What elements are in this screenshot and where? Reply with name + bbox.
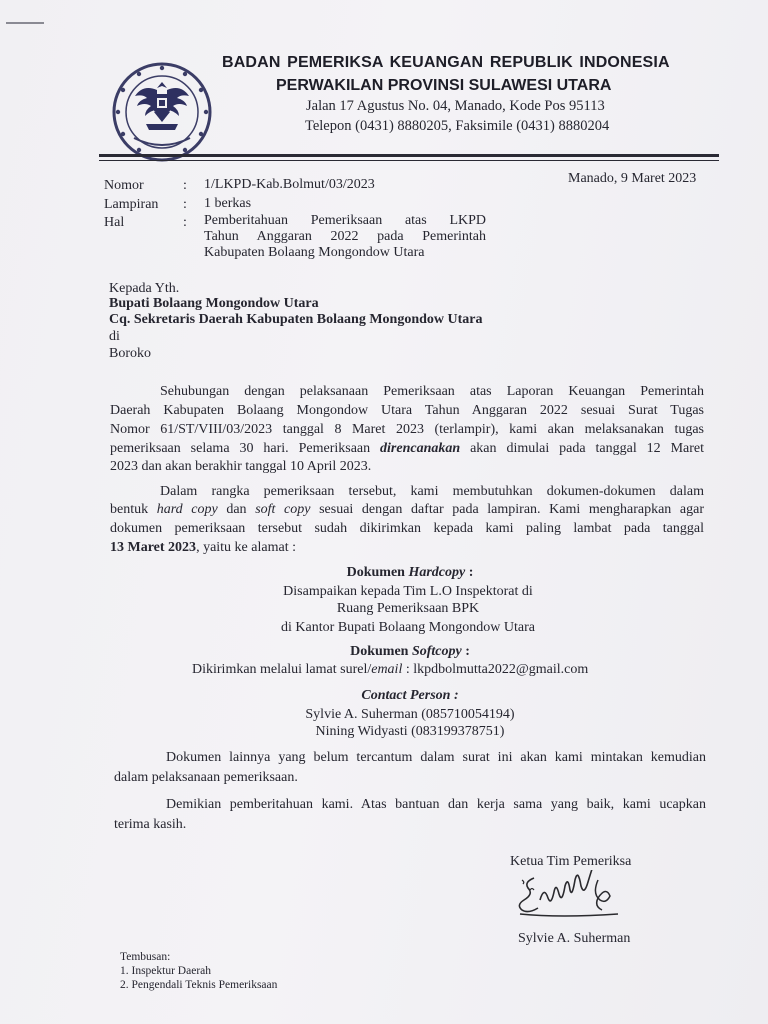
paragraph-line: Dalam rangka pemeriksaan tersebut, kami membutuhkan dokumen-dokumen dalam xyxy=(160,484,704,499)
contact-person-line: Sylvie A. Suherman (085710054194) xyxy=(305,707,515,722)
recipient-name: Bupati Bolaang Mongondow Utara xyxy=(109,296,319,311)
meta-sep: : xyxy=(183,178,187,193)
signer-name: Sylvie A. Suherman xyxy=(518,931,631,946)
recipient-place: Boroko xyxy=(109,346,151,361)
office-contact: Telepon (0431) 8880205, Faksimile (0431) 8880204 xyxy=(305,118,610,134)
paragraph-line: terima kasih. xyxy=(114,817,187,832)
letterhead-rule xyxy=(99,154,719,157)
office-address: Jalan 17 Agustus No. 04, Manado, Kode Pos 95113 xyxy=(306,98,605,114)
paragraph-line: Daerah Kabupaten Bolaang Mongondow Utara Tahun Anggaran 2022 sesuai Surat Tugas xyxy=(110,403,704,418)
paragraph-line: pemeriksaan selama 30 hari. Pemeriksaan direncanakan akan dimulai pada tanggal 12 Maret xyxy=(110,441,704,456)
hardcopy-line: Disampaikan kepada Tim L.O Inspektorat di xyxy=(283,584,533,599)
paragraph-line: Sehubungan dengan pelaksanaan Pemeriksaan atas Laporan Keuangan Pemerintah xyxy=(160,384,704,399)
paragraph-line: Dokumen lainnya yang belum tercantum dalam surat ini akan kami mintakan kemudian xyxy=(166,750,706,765)
meta-value-nomor: 1/LKPD-Kab.Bolmut/03/2023 xyxy=(204,177,375,192)
tembusan-item: 2. Pengendali Teknis Pemeriksaan xyxy=(120,979,278,991)
letterhead-rule-thin xyxy=(99,160,719,161)
signature-icon xyxy=(508,870,630,932)
meta-value-lampiran: 1 berkas xyxy=(204,196,252,211)
hardcopy-line: di Kantor Bupati Bolaang Mongondow Utara xyxy=(281,620,535,635)
recipient-di: di xyxy=(109,329,120,344)
meta-label-hal: Hal xyxy=(104,215,125,230)
letter-date: Manado, 9 Maret 2023 xyxy=(568,171,697,186)
recipient-via: Cq. Sekretaris Daerah Kabupaten Bolaang Mongondow Utara xyxy=(109,312,483,327)
meta-value-hal: Kabupaten Bolaang Mongondow Utara xyxy=(204,245,425,260)
softcopy-line: Dikirimkan melalui lamat surel/email : lkpdbolmutta2022@gmail.com xyxy=(192,662,589,677)
meta-sep: : xyxy=(183,197,187,212)
contact-person-line: Nining Widyasti (083199378751) xyxy=(315,724,505,739)
softcopy-title: Dokumen Softcopy : xyxy=(350,644,470,659)
signer-role: Ketua Tim Pemeriksa xyxy=(510,854,632,869)
tembusan-title: Tembusan: xyxy=(120,951,171,963)
paragraph-line: dalam pelaksanaan pemeriksaan. xyxy=(114,770,298,785)
office-name: PERWAKILAN PROVINSI SULAWESI UTARA xyxy=(276,77,612,94)
institution-name: BADAN PEMERIKSA KEUANGAN REPUBLIK INDONESIA xyxy=(222,54,670,71)
meta-label-lampiran: Lampiran xyxy=(104,197,159,212)
paragraph-line: 13 Maret 2023, yaitu ke alamat : xyxy=(110,540,296,555)
tembusan-item: 1. Inspektur Daerah xyxy=(120,965,212,977)
hardcopy-line: Ruang Pemeriksaan BPK xyxy=(336,601,480,616)
paragraph-line: Nomor 61/ST/VIII/03/2023 tanggal 8 Maret 2023 (terlampir), kami akan melaksanakan tugas xyxy=(110,422,704,437)
paragraph-line: bentuk hard copy dan soft copy sesuai dengan daftar pada lampiran. Kami mengharapkan agar xyxy=(110,502,705,517)
meta-sep: : xyxy=(183,215,187,230)
recipient-salutation: Kepada Yth. xyxy=(109,281,180,296)
meta-value-hal: Pemberitahuan Pemeriksaan atas LKPD xyxy=(204,213,486,228)
meta-label-nomor: Nomor xyxy=(104,178,144,193)
paragraph-line: Demikian pemberitahuan kami. Atas bantuan dan kerja sama yang baik, kami ucapkan xyxy=(166,797,706,812)
bpk-emblem-icon xyxy=(110,60,214,164)
paragraph-line: 2023 dan akan berakhir tanggal 10 April 2023. xyxy=(110,459,372,474)
scan-mark xyxy=(6,22,44,24)
meta-value-hal: Tahun Anggaran 2022 pada Pemerintah xyxy=(204,229,486,244)
hardcopy-title: Dokumen Hardcopy : xyxy=(346,565,474,580)
contact-person-title: Contact Person : xyxy=(361,688,459,703)
paragraph-line: dokumen pemeriksaan tersebut sudah dikirimkan kepada kami paling lambat pada tanggal xyxy=(110,521,704,536)
